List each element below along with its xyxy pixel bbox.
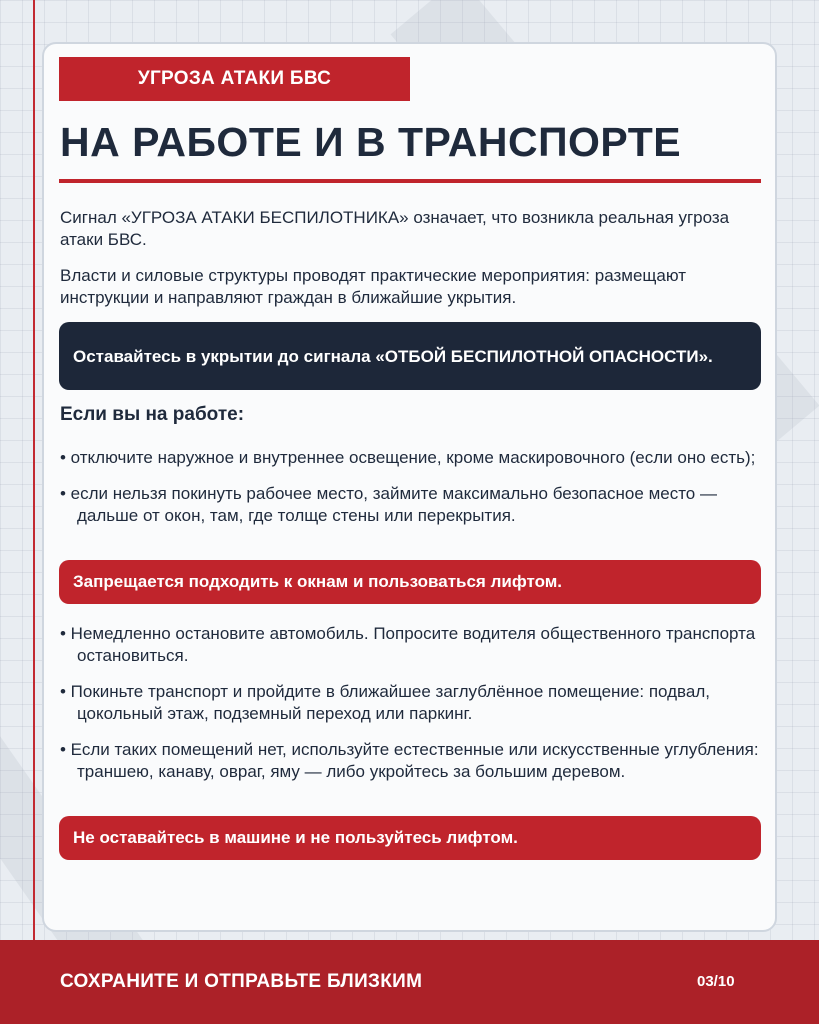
transport-warning xyxy=(59,816,761,860)
work-warning xyxy=(59,560,761,604)
alert-badge: УГРОЗА АТАКИ БВС xyxy=(59,57,410,101)
list-item: • Если таких помещений нет, используйте естественные или искусственные углубления: траншею, канаву, овраг, яму — либо укройтесь за большим деревом. xyxy=(60,740,759,781)
page-title: НА РАБОТЕ И В ТРАНСПОРТЕ xyxy=(60,119,682,165)
title-underline xyxy=(59,179,761,183)
list-item: • Покиньте транспорт и пройдите в ближайшее заглублённое помещение: подвал, цокольный этаж, подземный переход или паркинг. xyxy=(60,682,710,723)
page-number: 03/10 xyxy=(697,973,735,990)
work-section-heading: Если вы на работе: xyxy=(60,404,245,425)
intro-paragraph-signal: Сигнал «УГРОЗА АТАКИ БЕСПИЛОТНИКА» означает, что возникла реальная угроза атаки БВС. xyxy=(60,208,730,249)
red-accent-line xyxy=(33,0,35,940)
list-item: • Немедленно остановите автомобиль. Попросите водителя общественного транспорта остановиться. xyxy=(60,624,756,665)
footer-share-text: СОХРАНИТЕ И ОТПРАВЬТЕ БЛИЗКИМ xyxy=(60,971,423,992)
work-warning-text: Запрещается подходить к окнам и пользоваться лифтом. xyxy=(73,572,563,591)
shelter-notice xyxy=(59,322,761,390)
shelter-notice-text: Оставайтесь в укрытии до сигнала «ОТБОЙ БЕСПИЛОТНОЙ ОПАСНОСТИ». xyxy=(73,346,713,366)
work-instructions-list xyxy=(60,447,762,541)
footer-bar xyxy=(0,940,819,1024)
list-item: • если нельзя покинуть рабочее место, займите максимально безопасное место — дальше от окон, там, где толще стены или перекрытия. xyxy=(60,484,717,525)
intro-paragraph-authorities: Власти и силовые структуры проводят практические мероприятия: размещают инструкции и направляют граждан в ближайшие укрытия. xyxy=(60,266,687,307)
list-item: • отключите наружное и внутреннее освещение, кроме маскировочного (если оно есть); xyxy=(60,448,756,467)
transport-instructions-list xyxy=(60,623,762,797)
transport-warning-text: Не оставайтесь в машине и не пользуйтесь лифтом. xyxy=(73,828,518,847)
